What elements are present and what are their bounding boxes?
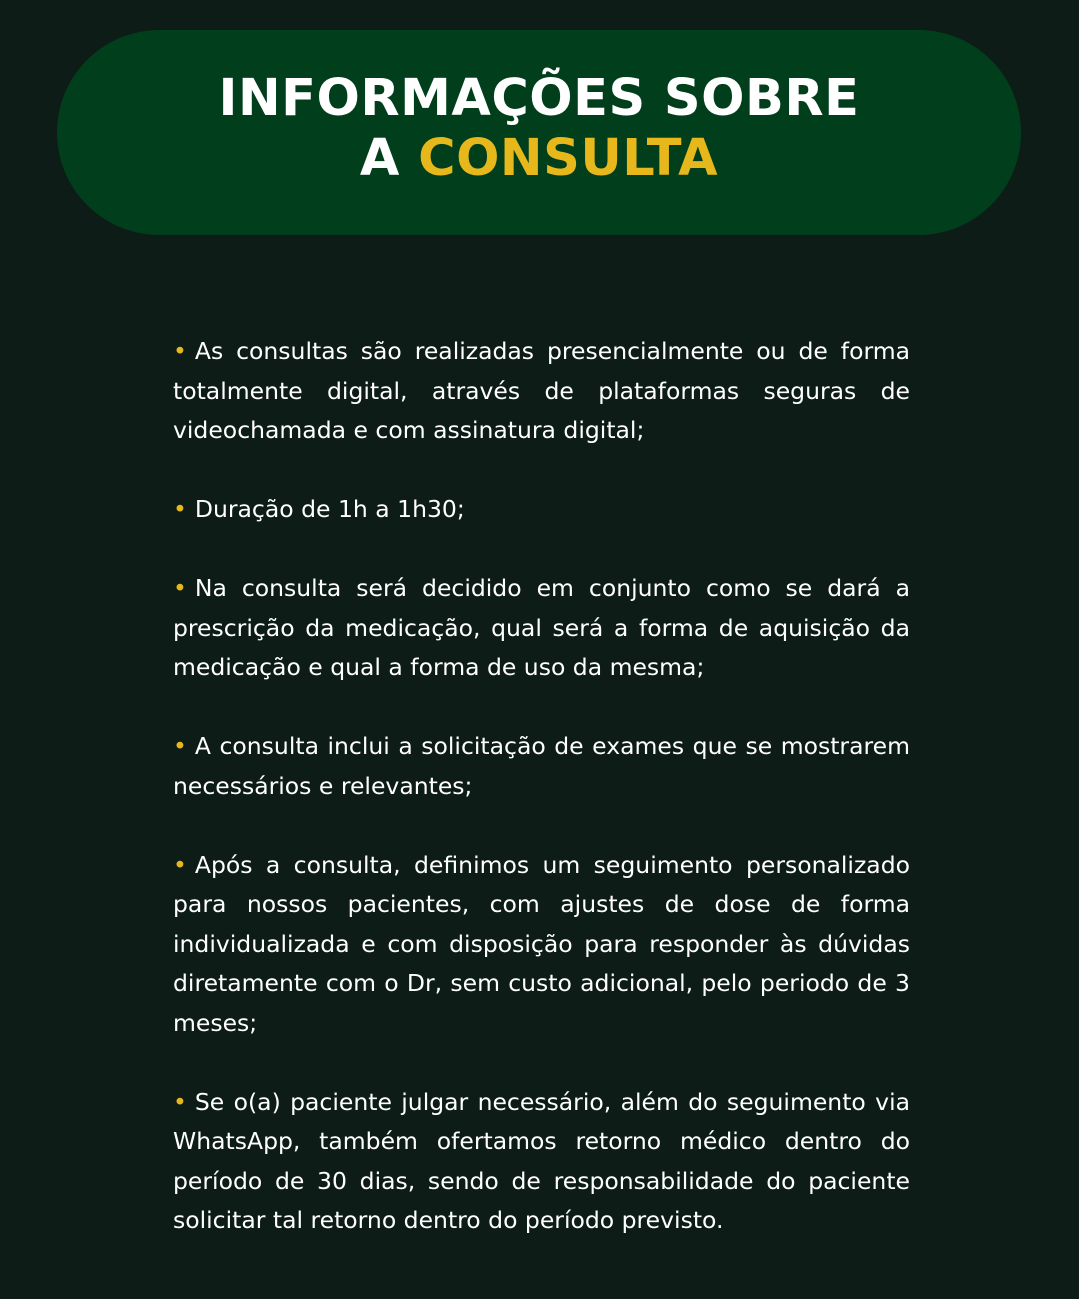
page-title-line-1: INFORMAÇÕES SOBRE	[218, 68, 860, 128]
bullet-icon: •	[173, 850, 187, 879]
bullet-icon: •	[173, 732, 187, 760]
bullet-icon: •	[173, 337, 187, 365]
list-item	[173, 490, 910, 530]
list-item-text: Duração de 1h a 1h30;	[194, 495, 465, 523]
title-highlight: CONSULTA	[418, 128, 719, 188]
list-item	[173, 727, 910, 806]
list-item-text: Se o(a) paciente julgar necessário, além do seguimento via WhatsApp, também ofertamos retorno médico dentro do período de 30 dias, sendo de responsabilidade do paciente solicitar tal retorno dentro do período previsto.	[173, 1087, 910, 1234]
bullet-icon: •	[173, 495, 187, 523]
title-prefix: A	[359, 128, 400, 188]
list-item-text: A consulta inclui a solicitação de exames que se mostrarem necessários e relevantes;	[173, 732, 910, 800]
header-banner	[57, 30, 1021, 235]
list-item-text: Na consulta será decidido em conjunto como se dará a prescrição da medicação, qual será a forma de aquisição da medicação e qual a forma de uso da mesma;	[173, 574, 910, 681]
list-item	[173, 569, 910, 688]
list-item	[173, 332, 910, 451]
list-item	[173, 1083, 910, 1241]
list-item-text: Após a consulta, definimos um seguimento personalizado para nossos pacientes, com ajustes de dose de forma individualizada e com disposição para responder às dúvidas diretamente com o Dr, sem custo adicional, pelo periodo de 3 meses;	[173, 850, 910, 1037]
info-list	[173, 332, 910, 1280]
bullet-icon: •	[173, 1087, 187, 1116]
list-item-text: As consultas são realizadas presencialmente ou de forma totalmente digital, através de plataformas seguras de videochamada e com assinatura digital;	[173, 337, 910, 444]
list-item	[173, 846, 910, 1044]
page-title-line-2	[360, 129, 718, 189]
bullet-icon: •	[173, 574, 187, 602]
